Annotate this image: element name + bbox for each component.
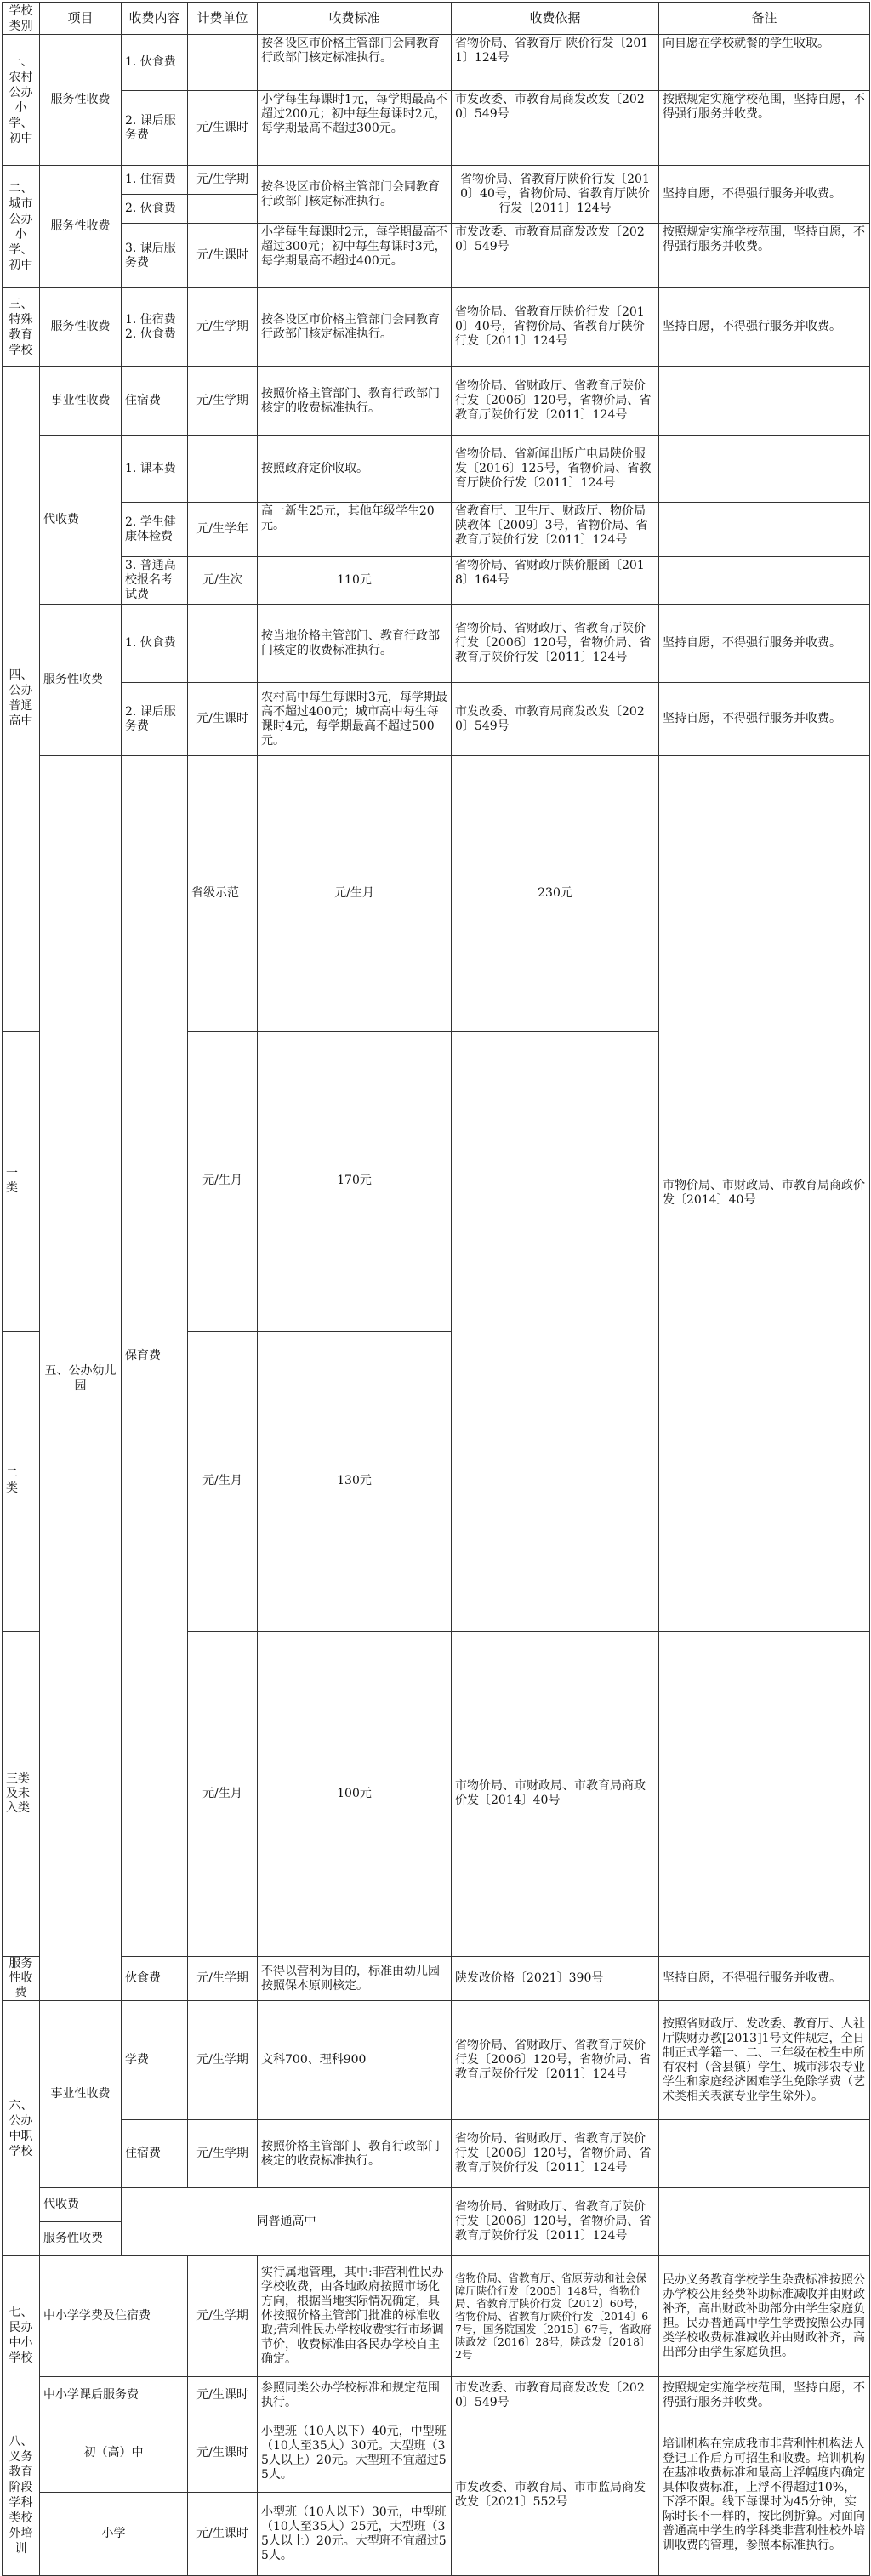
- basis-cell: 市发改委、市教育局商发改发〔2020〕549号: [452, 91, 659, 166]
- basis-cell: 省物价局、省教育厅陕价行发〔2010〕40号，省物价局、省教育厅陕价行发〔2011〕124号: [452, 166, 659, 224]
- table-row: [3, 436, 870, 503]
- basis-cell: 陕发改价格〔2021〕390号: [452, 1957, 659, 2001]
- standard-cell: 参照同类公办学校标准和规定范围执行。: [258, 2377, 452, 2414]
- table-row: [3, 35, 870, 91]
- unit-cell: 元/生月: [188, 1631, 258, 1956]
- content-cell: 2. 课后服务费: [122, 91, 188, 166]
- item-cell: 代收费: [40, 436, 122, 605]
- basis-cell: 市发改委、市教育局商发改发〔2020〕549号: [452, 683, 659, 756]
- standard-cell: 高一新生25元，其他年级学生20元。: [258, 503, 452, 557]
- unit-cell: 元/生学年: [188, 503, 258, 557]
- content-cell: 2. 学生健康体检费: [122, 503, 188, 557]
- table-row: [3, 288, 870, 367]
- standard-cell: 农村高中每生每课时3元，每学期最高不超过400元；城市高中每生每课时4元，每学期最高不超过500元。: [258, 683, 452, 756]
- table-row: [3, 503, 870, 557]
- standard-cell: 100元: [258, 1631, 452, 1956]
- table-row: [3, 367, 870, 436]
- header-note: 备注: [659, 3, 870, 35]
- category-cell: 五、公办幼儿园: [40, 756, 122, 2001]
- standard-cell: 小学每生每课时1元，每学期最高不超过200元；初中每生每课时2元，每学期最高不超过300元。: [258, 91, 452, 166]
- table-row: [3, 557, 870, 605]
- item-cell: 事业性收费: [40, 367, 122, 436]
- category-cell: 六、公办中职学校: [3, 2001, 40, 2256]
- basis-cell: 市发改委、市教育局商发改发〔2020〕549号: [452, 224, 659, 288]
- standard-cell: 110元: [258, 557, 452, 605]
- content-cell: 3. 课后服务费: [122, 224, 188, 288]
- basis-cell: 省物价局、省教育厅 陕价行发〔2011〕124号: [452, 35, 659, 91]
- unit-cell: 元/生学期: [188, 2001, 258, 2120]
- unit-cell: 元/生学期: [188, 367, 258, 436]
- unit-cell: [188, 195, 258, 224]
- item-cell: 事业性收费: [40, 2001, 122, 2188]
- header-row: [3, 3, 870, 35]
- table-row: [3, 2256, 870, 2377]
- item-cell: 中小学课后服务费: [40, 2377, 188, 2414]
- unit-cell: 元/生课时: [188, 683, 258, 756]
- category-cell: 二、城市公办小学、初中: [3, 166, 40, 288]
- standard-cell: 按照价格主管部门、教育行政部门核定的收费标准执行。: [258, 2120, 452, 2188]
- header-content: 收费内容: [122, 3, 188, 35]
- table-row: [3, 2414, 870, 2493]
- unit-cell: 元/生学期: [188, 1957, 258, 2001]
- unit-cell: [188, 35, 258, 91]
- category-cell: 四、公办普通高中: [3, 367, 40, 1032]
- table-row: [3, 683, 870, 756]
- content-cell: 三类及未入类: [3, 1631, 40, 1956]
- unit-cell: [188, 605, 258, 683]
- header-unit: 计费单位: [188, 3, 258, 35]
- note-cell: [659, 436, 870, 503]
- standard-cell: 文科700、理科900: [258, 2001, 452, 2120]
- content-cell: 2. 课后服务费: [122, 683, 188, 756]
- table-row: [3, 2120, 870, 2188]
- table-row: [3, 2377, 870, 2414]
- standard-cell: 实行属地管理，其中:非营利性民办学校收费，由各地政府按照市场化方向，根据当地实际情况确定，具体按照价格主管部门批准的标准收取;营利性民办学校收费实行市场调节价，收费标准由各民办学校自主确定。: [258, 2256, 452, 2377]
- item-cell: 代收费: [40, 2188, 122, 2222]
- note-cell: 坚持自愿，不得强行服务并收费。: [659, 1957, 870, 2001]
- content-cell: 2. 伙食费: [122, 195, 188, 224]
- unit-cell: [188, 436, 258, 503]
- note-cell: 按照规定实施学校范围，坚持自愿，不得强行服务并收费。: [659, 2377, 870, 2414]
- unit-cell: 元/生课时: [188, 224, 258, 288]
- basis-cell: 省物价局、省财政厅、省教育厅陕价行发〔2006〕120号，省物价局、省教育厅陕价行发〔2011〕124号: [452, 2120, 659, 2188]
- standard-cell: 按照价格主管部门、教育行政部门核定的收费标准执行。: [258, 367, 452, 436]
- unit-cell: 元/生月: [188, 1031, 258, 1331]
- basis-cell: 省教育厅、卫生厅、财政厅、物价局陕教体〔2009〕3号，省物价局、省教育厅陕价行发〔2011〕124号: [452, 503, 659, 557]
- unit-cell: 元/生课时: [188, 2493, 258, 2576]
- basis-cell: 省物价局、省教育厅、省原劳动和社会保障厅陕价行发〔2005〕148号，省物价局、省教育厅陕价行发〔2012〕60号，省物价局、省教育厅陕价行发〔2014〕67号，国务院国发〔2015〕67号，省政府陕政发〔2016〕28号，陕政发〔2018〕2号: [452, 2256, 659, 2377]
- unit-cell: 元/生学期: [188, 2256, 258, 2377]
- item-cell: 服务性收费: [40, 288, 122, 367]
- note-cell: 坚持自愿，不得强行服务并收费。: [659, 605, 870, 683]
- note-cell: 培训机构在完成我市非营利性机构法人登记工作后方可招生和收费。培训机构在基准收费标准和最高上浮幅度内确定具体收费标准，上浮不得超过10%，下浮不限。线下每课时为45分钟，实际时长不一样的，按比例折算。对面向普通高中学生的学科类非营利性校外培训收费的管理，参照本标准执行。: [659, 2414, 870, 2576]
- note-cell: 坚持自愿，不得强行服务并收费。: [659, 683, 870, 756]
- table-row: [3, 1957, 870, 2001]
- unit-cell: 元/生课时: [188, 2414, 258, 2493]
- note-cell: [659, 557, 870, 605]
- standard-cell: 按各设区市价格主管部门会同教育行政部门核定标准执行。: [258, 35, 452, 91]
- basis-cell: 市发改委、市教育局商发改发〔2020〕549号: [452, 2377, 659, 2414]
- unit-cell: 元/生课时: [188, 91, 258, 166]
- standard-cell: 小型班（10人以下）40元，中型班（10人至35人）30元。大型班（35人以上）20元。大型班不宜超过55人。: [258, 2414, 452, 2493]
- table-row: [3, 224, 870, 288]
- content-cell: 1. 伙食费: [122, 35, 188, 91]
- basis-cell: 市物价局、市财政局、市教育局商政价发〔2014〕40号: [659, 756, 870, 1632]
- basis-cell: 省物价局、省财政厅、省教育厅陕价行发〔2006〕120号，省物价局、省教育厅陕价行发〔2011〕124号: [452, 2001, 659, 2120]
- basis-cell: 省物价局、省财政厅、省教育厅陕价行发〔2006〕120号，省物价局、省教育厅陕价行发〔2011〕124号: [452, 605, 659, 683]
- basis-cell: 市发改委、市教育局、市市监局商发改发〔2021〕552号: [452, 2414, 659, 2576]
- content-cell: 1. 住宿费: [122, 166, 188, 195]
- content-cell: 学费: [122, 2001, 188, 2120]
- standard-cell: 不得以营利为目的，标准由幼儿园按照保本原则核定。: [258, 1957, 452, 2001]
- note-cell: 坚持自愿，不得强行服务并收费。: [659, 288, 870, 367]
- table-row: [3, 166, 870, 195]
- item-cell: 服务性收费: [40, 605, 122, 756]
- basis-cell: 省物价局、省财政厅、省教育厅陕价行发〔2006〕120号，省物价局、省教育厅陕价行发〔2011〕124号: [452, 2188, 659, 2256]
- standard-cell: 170元: [258, 1031, 452, 1331]
- content-cell: 二 类: [3, 1331, 40, 1631]
- content-cell: 1. 课本费: [122, 436, 188, 503]
- unit-cell: 元/生月: [188, 1331, 258, 1631]
- basis-cell: 省物价局、省新闻出版广电局陕价服发〔2016〕125号，省物价局、省教育厅陕价行发〔2011〕124号: [452, 436, 659, 503]
- category-cell: 七、民办中小学校: [3, 2256, 40, 2414]
- content-cell: 一 类: [3, 1031, 40, 1331]
- note-cell: 向自愿在学校就餐的学生收取。: [659, 35, 870, 91]
- item-cell: 初（高）中: [40, 2414, 188, 2493]
- header-item: 项目: [40, 3, 122, 35]
- unit-cell: 元/生学期: [188, 166, 258, 195]
- standard-cell: 小型班（10人以下）30元，中型班（10人至35人）25元，大型班（35人以上）20元。大型班不宜超过55人。: [258, 2493, 452, 2576]
- standard-cell: 同普通高中: [122, 2188, 452, 2256]
- content-cell: 省级示范: [188, 756, 258, 1032]
- unit-cell: 元/生月: [258, 756, 452, 1032]
- standard-cell: 按当地价格主管部门、教育行政部门核定的收费标准执行。: [258, 605, 452, 683]
- note-cell: [659, 367, 870, 436]
- unit-cell: 元/生次: [188, 557, 258, 605]
- header-standard: 收费标准: [258, 3, 452, 35]
- note-cell: 按照省财政厅、发改委、教育厅、人社厅陕财办教[2013]1号文件规定，全日制正式学籍一、二、三年级在校生中所有农村（含县镇）学生、城市涉农专业学生和家庭经济困难学生免除学费（艺术类相关表演专业学生除外）。: [659, 2001, 870, 2120]
- table-row: [3, 91, 870, 166]
- table-row: [3, 756, 870, 1032]
- content-cell: 1. 住宿费 2. 伙食费: [122, 288, 188, 367]
- basis-cell: 市物价局、市财政局、市教育局商政价发〔2014〕40号: [452, 1631, 659, 1956]
- content-cell: 住宿费: [122, 2120, 188, 2188]
- note-cell: 按照规定实施学校范围，坚持自愿，不得强行服务并收费。: [659, 224, 870, 288]
- unit-cell: 元/生学期: [188, 288, 258, 367]
- content-cell: 伙食费: [122, 1957, 188, 2001]
- content-cell: 住宿费: [122, 367, 188, 436]
- header-category: 学校类别: [3, 3, 40, 35]
- content-cell: 1. 伙食费: [122, 605, 188, 683]
- standard-cell: 230元: [452, 756, 659, 1032]
- unit-cell: 元/生课时: [188, 2377, 258, 2414]
- item-cell: 中小学学费及住宿费: [40, 2256, 188, 2377]
- category-cell: 八、义务教育阶段学科类校外培训: [3, 2414, 40, 2576]
- basis-cell: 省物价局、省财政厅陕价服函〔2018〕164号: [452, 557, 659, 605]
- table-row: [3, 2188, 870, 2222]
- category-cell: 三、特殊教育学校: [3, 288, 40, 367]
- standard-cell: 按各设区市价格主管部门会同教育行政部门核定标准执行。: [258, 166, 452, 224]
- item-cell: 小学: [40, 2493, 188, 2576]
- item-cell: 服务性收费: [40, 166, 122, 288]
- basis-cell: 省物价局、省教育厅陕价行发〔2010〕40号，省物价局、省教育厅陕价行发〔2011〕124号: [452, 288, 659, 367]
- category-cell: 一、农村公办小学、初中: [3, 35, 40, 166]
- content-cell: 3. 普通高校报名考试费: [122, 557, 188, 605]
- item-cell: 服务性收费: [3, 1957, 40, 2001]
- note-cell: 坚持自愿，不得强行服务并收费。: [659, 166, 870, 224]
- standard-cell: 130元: [258, 1331, 452, 1631]
- basis-cell: 省物价局、省财政厅、省教育厅陕价行发〔2006〕120号，省物价局、省教育厅陕价行发〔2011〕124号: [452, 367, 659, 436]
- note-cell: [659, 2188, 870, 2256]
- header-basis: 收费依据: [452, 3, 659, 35]
- standard-cell: 按各设区市价格主管部门会同教育行政部门核定标准执行。: [258, 288, 452, 367]
- item-cell: 服务性收费: [40, 2222, 122, 2256]
- table-row: [3, 2001, 870, 2120]
- standard-cell: 按照政府定价收取。: [258, 436, 452, 503]
- fee-table: [2, 2, 870, 2576]
- note-cell: [659, 503, 870, 557]
- table-row: [3, 605, 870, 683]
- standard-cell: 小学每生每课时2元，每学期最高不超过300元；初中每生每课时3元，每学期最高不超过400元。: [258, 224, 452, 288]
- unit-cell: 元/生学期: [188, 2120, 258, 2188]
- note-cell: 按照规定实施学校范围，坚持自愿，不得强行服务并收费。: [659, 91, 870, 166]
- item-cell: 保育费: [122, 756, 188, 1957]
- note-cell: [659, 2120, 870, 2188]
- item-cell: 服务性收费: [40, 35, 122, 166]
- note-cell: 民办义务教育学校学生杂费标准按照公办学校公用经费补助标准减收并由财政补齐，高出财政补助部分由学生家庭负担。民办普通高中学生学费按照公办同类学校收费标准减收并由财政补齐，高出部分由学生家庭负担。: [659, 2256, 870, 2377]
